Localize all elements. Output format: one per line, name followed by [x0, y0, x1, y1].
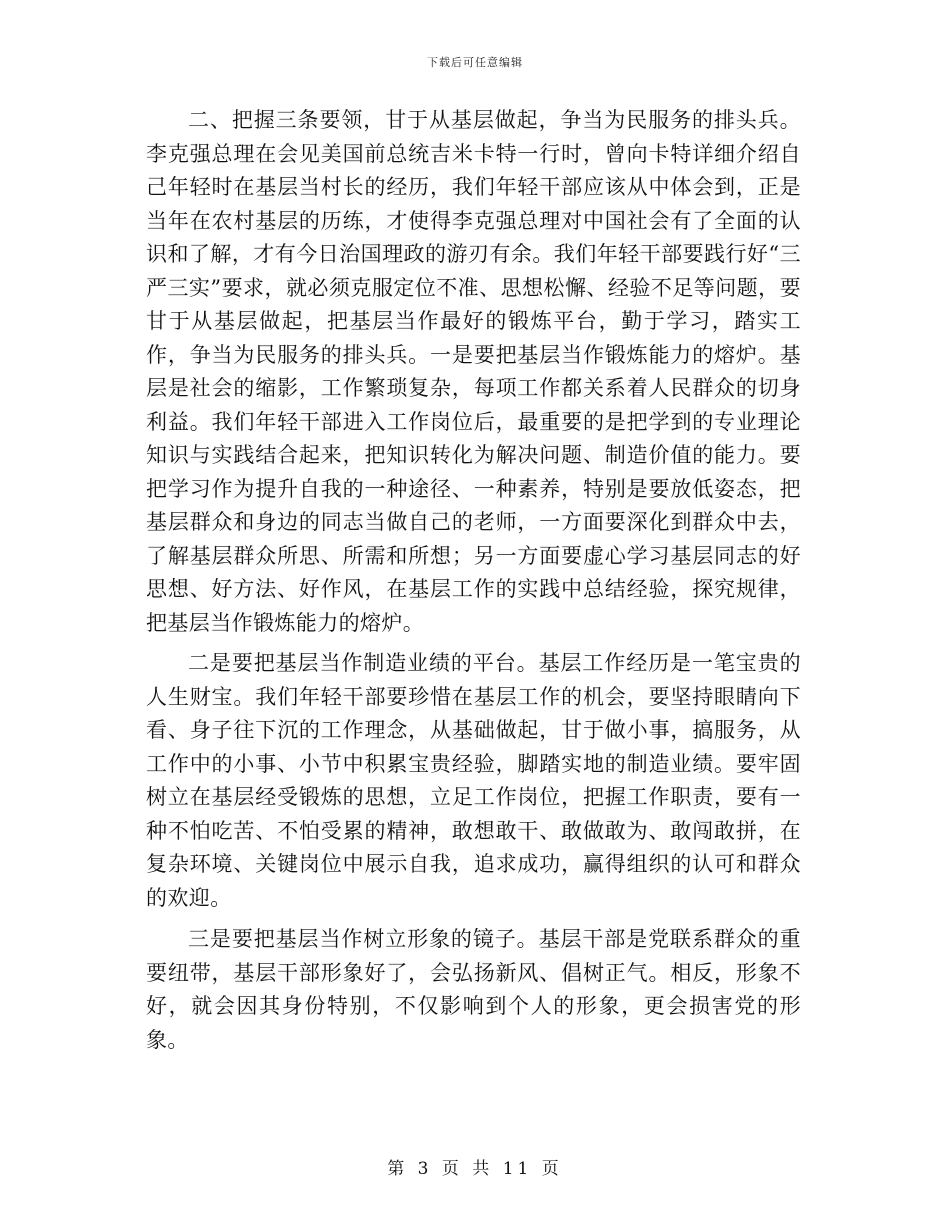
page-number-footer: 第 3 页 共 11 页 — [387, 1159, 563, 1179]
document-body — [146, 104, 801, 1065]
paragraph-1: 二、把握三条要领，甘于从基层做起，争当为民服务的排头兵。李克强总理在会见美国前总统吉米卡特一行时，曾向卡特详细介绍自己年轻时在基层当村长的经历，我们年轻干部应该从中体会到，正是当年在农村基层的历练，才使得李克强总理对中国社会有了全面的认识和了解，才有今日治国理政的游刃有余。我们年轻干部要践行好“三严三实”要求，就必须克服定位不准、思想松懈、经验不足等问题，要甘于从基层做起，把基层当作最好的锻炼平台，勤于学习，踏实工作，争当为民服务的排头兵。一是要把基层当作锻炼能力的熔炉。基层是社会的缩影，工作繁琐复杂，每项工作都关系着人民群众的切身利益。我们年轻干部进入工作岗位后，最重要的是把学到的专业理论知识与实践结合起来，把知识转化为解决问题、制造价值的能力。要把学习作为提升自我的一种途径、一种素养，特别是要放低姿态，把基层群众和身边的同志当做自己的老师，一方面要深化到群众中去，了解基层群众所思、所需和所想；另一方面要虚心学习基层同志的好思想、好方法、好作风，在基层工作的实践中总结经验，探究规律，把基层当作锻炼能力的熔炉。 — [146, 108, 801, 635]
page-header: 下载后可任意编辑 — [427, 56, 523, 69]
paragraph-3: 三是要把基层当作树立形象的镜子。基层干部是党联系群众的重要纽带，基层干部形象好了，会弘扬新风、倡树正气。相反，形象不好，就会因其身份特别，不仅影响到个人的形象，更会损害党的形象。 — [146, 927, 801, 1052]
paragraph-2: 二是要把基层当作制造业绩的平台。基层工作经历是一笔宝贵的人生财宝。我们年轻干部要珍惜在基层工作的机会，要坚持眼睛向下看、身子往下沉的工作理念，从基础做起，甘于做小事，搞服务，从工作中的小事、小节中积累宝贵经验，脚踏实地的制造业绩。要牢固树立在基层经受锻炼的思想，立足工作岗位，把握工作职责，要有一种不怕吃苦、不怕受累的精神，敢想敢干、敢做敢为、敢闯敢拼，在复杂环境、关键岗位中展示自我，追求成功，赢得组织的认可和群众的欢迎。 — [146, 651, 801, 910]
